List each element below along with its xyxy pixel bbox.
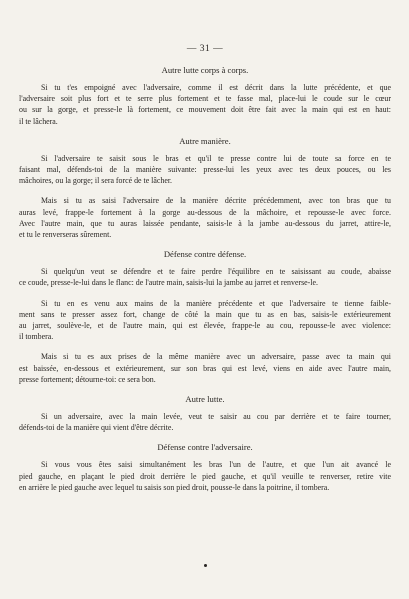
line-text: l'adversaire soit plus fort et te serre plus fortement et te fasse mal, place-lui le coude sur le cœur	[19, 94, 391, 104]
text-line	[19, 175, 391, 186]
text-line	[19, 195, 391, 206]
line-text: est baissée, en-dessous et extérieurement, sur son bras qui est levé, viens en aide avec l'autre main,	[19, 363, 391, 373]
text-line	[19, 104, 391, 115]
paragraph	[19, 411, 391, 433]
line-text: auras levé, frappe-le fortement à la gorge au-dessous de la mâchoire, et repousse-le avec force.	[19, 207, 391, 217]
line-text: au jarret, soulève-le, et de l'autre main, qui est élevée, frappe-le au cou, repousse-le avec violence:	[19, 321, 391, 331]
text-line	[19, 482, 391, 493]
line-text: Si l'adversaire te saisit sous le bras et qu'il te presse contre lui de toute sa force en te	[41, 153, 391, 163]
line-text: faisant mal, défends-toi de la manière suivante: presse-lui les yeux avec tes deux pouces, ou les	[19, 165, 391, 175]
line-text: en arrière le pied gauche avec lequel tu saisis son pied droit, pousse-le dans la poitrine, il tombera.	[19, 482, 330, 492]
text-line	[19, 298, 391, 309]
line-text: Mais si tu es aux prises de la même manière avec un adversaire, passe avec ta main qui	[41, 352, 391, 362]
line-text: il tombera.	[19, 332, 54, 342]
paragraph	[19, 459, 391, 493]
paragraph	[19, 351, 391, 385]
text-line	[19, 422, 391, 433]
line-text: ment sans te presser assez fort, change de côté la main que tu as en bas, saisis-le extérieurement	[19, 309, 391, 319]
paragraph	[19, 266, 391, 288]
paragraph	[19, 298, 391, 343]
paragraph	[19, 195, 391, 240]
line-text: Si un adversaire, avec la main levée, veut te saisir au cou par derrière et te faire tourner,	[41, 412, 391, 422]
line-text: ou sur la gorge, et presse-le là fortement, ce mouvement doit être fait avec la main qui est en haut:	[19, 105, 391, 115]
text-line	[19, 164, 391, 175]
line-text: il te lâchera.	[19, 116, 58, 126]
paragraph	[19, 153, 391, 187]
text-line	[19, 374, 391, 385]
ink-dot	[204, 564, 207, 567]
text-line	[19, 363, 391, 374]
line-text: pied gauche, en plaçant le pied droit derrière le pied gauche, et qu'il veuille te renverser, retire vite	[19, 471, 391, 481]
text-line	[19, 207, 391, 218]
section-heading: Autre manière.	[179, 135, 231, 146]
text-line	[19, 266, 391, 277]
text-line	[19, 277, 391, 288]
text-line	[19, 351, 391, 362]
text-line	[19, 93, 391, 104]
text-line	[19, 331, 391, 342]
text-line	[19, 459, 391, 470]
section-heading: Autre lutte corps à corps.	[161, 65, 249, 75]
text-line	[19, 218, 391, 229]
line-text: Mais si tu as saisi l'adversaire de la manière décrite précédemment, avec ton bras que tu	[41, 196, 391, 206]
line-text: Si quelqu'un veut se défendre et te faire perdre l'équilibre en te saisissant au coude, abaisse	[41, 267, 391, 277]
document-body	[19, 65, 391, 493]
line-text: défends-toi de la manière qui vient d'être décrite.	[19, 423, 174, 433]
line-text: Si vous vous êtes saisi simultanément les bras l'un de l'autre, et que l'un ait avancé le	[41, 460, 391, 470]
section-heading: Défense contre défense.	[163, 249, 247, 260]
page-number: — 31 —	[186, 44, 224, 54]
text-line	[19, 82, 391, 93]
text-line	[19, 320, 391, 331]
line-text: presse fortement; détourne-toi: ce sera bon.	[19, 374, 156, 384]
section-heading: Autre lutte.	[185, 394, 225, 405]
text-line	[19, 229, 391, 240]
paragraph	[19, 82, 391, 127]
text-line	[19, 116, 391, 127]
line-text: Si tu t'es empoigné avec l'adversaire, comme il est décrit dans la lutte précédente, et que	[41, 83, 391, 92]
text-line	[19, 309, 391, 320]
line-text: mâchoires, ou la gorge; il sera forcé de te lâcher.	[19, 176, 172, 186]
section-heading: Défense contre l'adversaire.	[157, 442, 253, 453]
text-line	[19, 471, 391, 482]
line-text: Si tu en es venu aux mains de la manière précédente et que l'adversaire te tienne faible-	[41, 298, 391, 308]
line-text: ce coude, presse-le-lui dans le flanc: de l'autre main, saisis-lui la jambe au jarret et renverse-le.	[19, 278, 318, 288]
text-line	[19, 153, 391, 164]
line-text: Avec l'autre main, que tu auras laissée pendante, saisis-le à la jambe au-dessous du jarret, attire-le,	[19, 218, 391, 228]
line-text: et tu le renverseras sûrement.	[19, 230, 112, 240]
text-line	[19, 411, 391, 422]
